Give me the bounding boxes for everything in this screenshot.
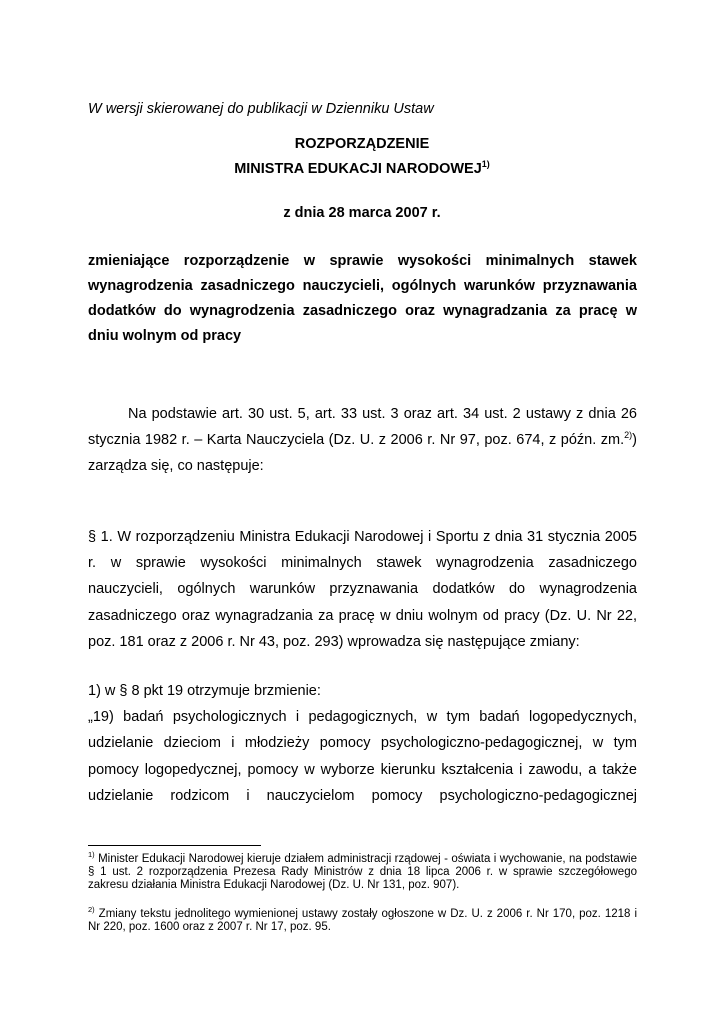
- document-date: z dnia 28 marca 2007 r.: [283, 205, 441, 221]
- issuer-title: [0, 161, 724, 177]
- legal-basis-text: Na podstawie art. 30 ust. 5, art. 33 ust. 3 oraz art. 34 ust. 2 ustawy z dnia 26 stycznia 1982 r. – Karta Nauczyciela (Dz. U. z 2006 r. Nr 97, poz. 674, z późn. zm.: [88, 406, 637, 448]
- point-1: [88, 678, 637, 809]
- footnote-separator: [88, 845, 261, 846]
- footnote-2: [88, 905, 637, 934]
- issuer-title-text: MINISTRA EDUKACJI NARODOWEJ: [234, 161, 482, 177]
- legal-basis: [88, 401, 637, 479]
- footnote-2-text: Zmiany tekstu jednolitego wymienionej ustawy zostały ogłoszone w Dz. U. z 2006 r. Nr 170, poz. 1218 i Nr 220, poz. 1600 oraz z 2007 r. Nr 17, poz. 95.: [88, 908, 637, 934]
- footnote-ref-2: 2): [624, 430, 633, 440]
- footnote-1-text: Minister Edukacji Narodowej kieruje działem administracji rządowej - oświata i wychowanie, na podstawie § 1 ust. 2 rozporządzenia Prezesa Rady Ministrów z dnia 18 lipca 2006 r. w sprawie szczegółowego zakresu działania Ministra Edukacji Narodowej (Dz. U. Nr 131, poz. 907).: [88, 853, 637, 892]
- footnote-2-ref: 2): [88, 905, 95, 914]
- footnote-ref-1: 1): [481, 159, 490, 169]
- section-1: § 1. W rozporządzeniu Ministra Edukacji Narodowej i Sportu z dnia 31 stycznia 2005 r. w sprawie wysokości minimalnych stawek wynagrodzenia zasadniczego nauczycieli, ogólnych warunków przyznawania dodatków do wynagrodzenia zasadniczego oraz wynagradzania za pracę w dniu wolnym od pracy (Dz. U. Nr 22, poz. 181 oraz z 2006 r. Nr 43, poz. 293) wprowadza się następujące zmiany:: [88, 529, 637, 650]
- footnote-1: [88, 850, 637, 893]
- point-1-heading: 1) w § 8 pkt 19 otrzymuje brzmienie:: [88, 683, 321, 699]
- publication-note: W wersji skierowanej do publikacji w Dzienniku Ustaw: [88, 101, 434, 117]
- document-subject: zmieniające rozporządzenie w sprawie wysokości minimalnych stawek wynagrodzenia zasadniczego nauczycieli, ogólnych warunków przyznawania dodatków do wynagrodzenia zasadniczego oraz wynagradzania za pracę w dniu wolnym od pracy: [88, 253, 637, 344]
- legal-basis-text-end: ) zarządza się, co następuje:: [88, 432, 637, 474]
- footnote-1-ref: 1): [88, 850, 95, 859]
- document-type-title: ROZPORZĄDZENIE: [294, 136, 430, 152]
- point-1-text: „19) badań psychologicznych i pedagogicznych, w tym badań logopedycznych, udzielanie dzieciom i młodzieży pomocy psychologiczno-pedagogicznej, w tym pomocy logopedycznej, pomocy w wyborze kierunku kształcenia i zawodu, a także udzielanie rodzicom i nauczycielom pomocy psychologiczno-pedagogicznej: [88, 709, 637, 804]
